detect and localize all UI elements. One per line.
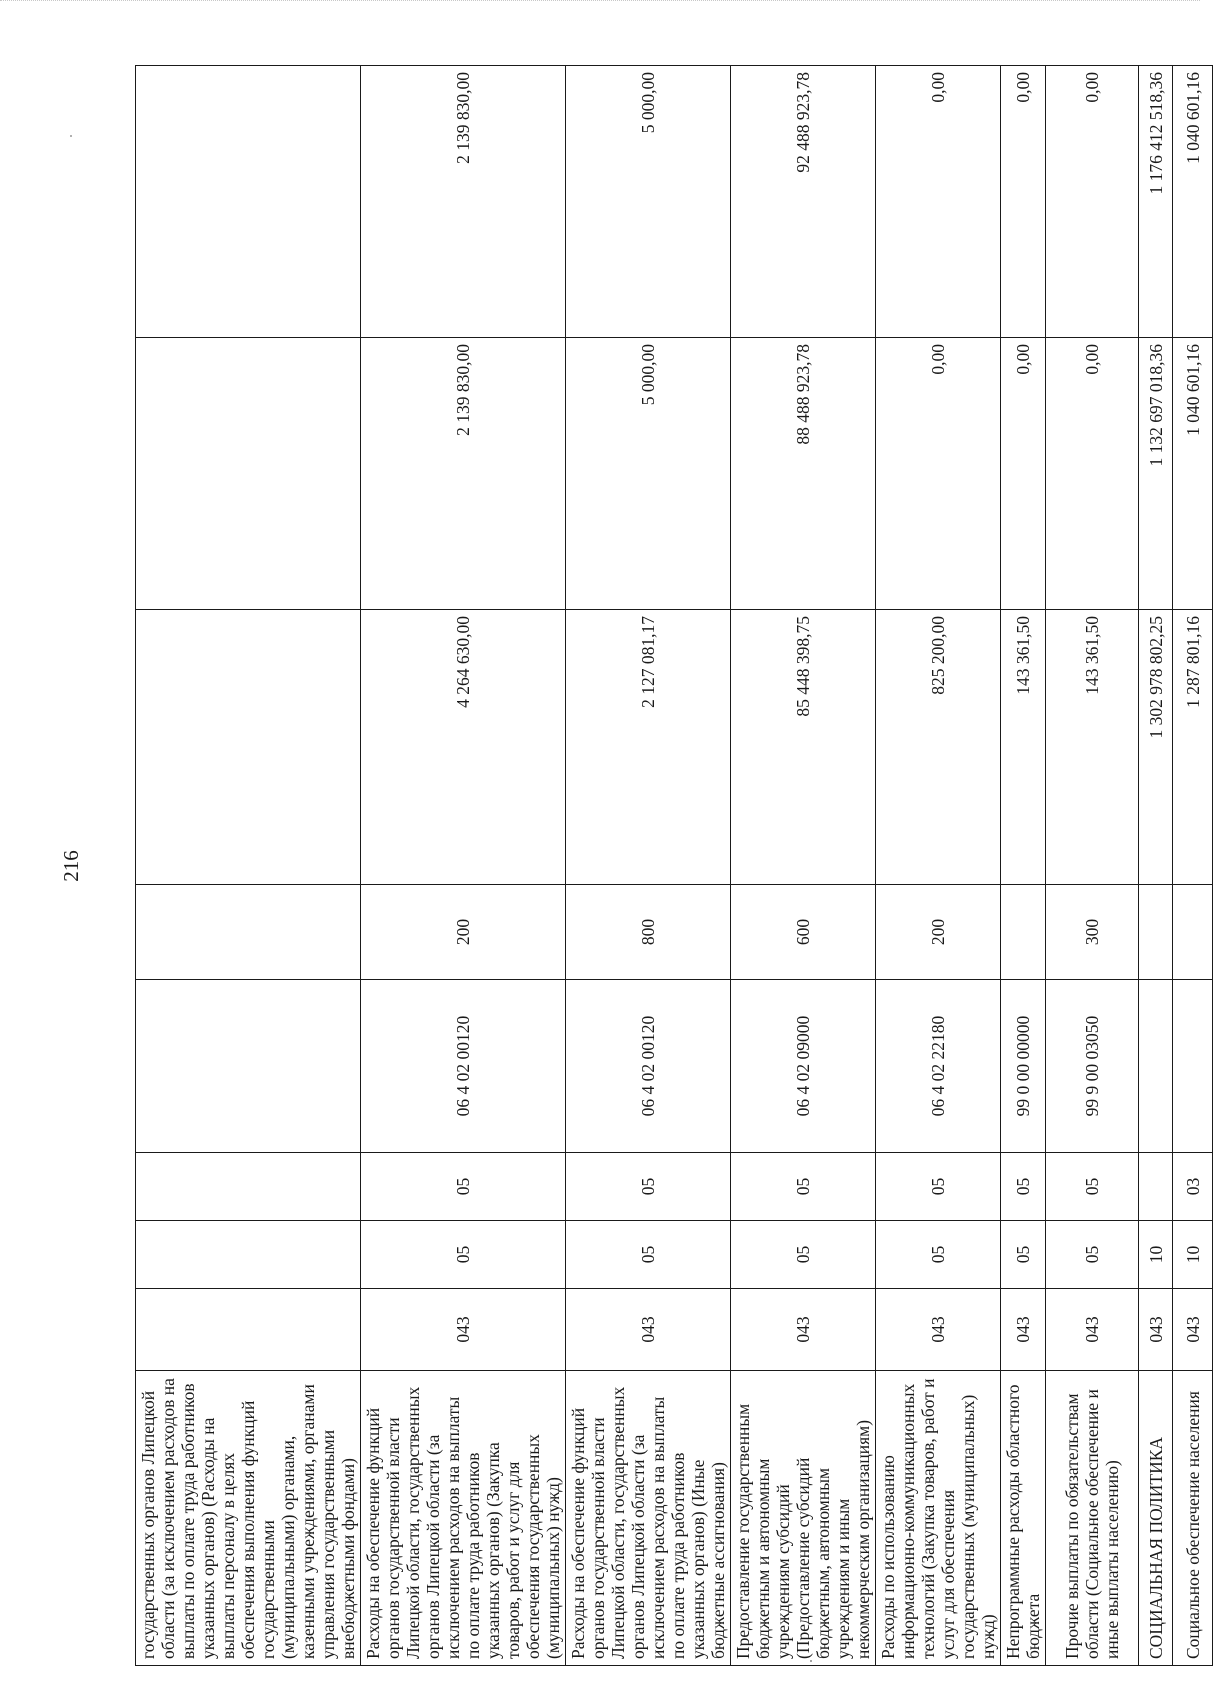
cell-csr: 06 4 02 22180: [876, 980, 1001, 1153]
cell-vr: [1139, 885, 1173, 980]
cell-sum-year3: 2 139 830,00: [361, 66, 566, 338]
budget-table: [135, 65, 1213, 1666]
cell-vr: 800: [566, 885, 731, 980]
cell-sum-year1: 85 448 398,75: [731, 610, 876, 885]
cell-gr: 043: [1139, 1289, 1173, 1371]
cell-gr: 043: [1046, 1289, 1139, 1371]
cell-sum-year2: 0,00: [1001, 338, 1046, 610]
cell-csr: 06 4 02 09000: [731, 980, 876, 1153]
cell-sum-year1: 2 127 081,17: [566, 610, 731, 885]
cell-sum-year2: 1 040 601,16: [1173, 338, 1213, 610]
cell-pr: 05: [1046, 1153, 1139, 1221]
cell-sum-year2: [136, 338, 361, 610]
cell-pr: 05: [876, 1153, 1001, 1221]
cell-sum-year2: 2 139 830,00: [361, 338, 566, 610]
cell-sum-year1: 1 302 978 802,25: [1139, 610, 1173, 885]
cell-rz: 05: [361, 1221, 566, 1289]
cell-pr: 03: [1173, 1153, 1213, 1221]
table-row: [731, 66, 876, 1666]
cell-sum-year1: 4 264 630,00: [361, 610, 566, 885]
cell-sum-year2: 88 488 923,78: [731, 338, 876, 610]
cell-rz: 10: [1139, 1221, 1173, 1289]
cell-sum-year1: 1 287 801,16: [1173, 610, 1213, 885]
cell-vr: 600: [731, 885, 876, 980]
cell-vr: 200: [876, 885, 1001, 980]
cell-rz: 05: [731, 1221, 876, 1289]
table-row: [136, 66, 361, 1666]
cell-rz: 05: [566, 1221, 731, 1289]
cell-vr: 300: [1046, 885, 1139, 980]
cell-gr: 043: [361, 1289, 566, 1371]
table-row: [1139, 66, 1173, 1666]
cell-gr: 043: [731, 1289, 876, 1371]
row-name: Расходы на обеспечение функций органов государственной власти Липецкой области, государственных органов Липецкой области (за исключением расходов на выплаты по оплате труда работников указанных органов) (Закупка товаров, работ и услуг для обеспечения государственных (муниципальных) нужд): [361, 1371, 566, 1666]
cell-sum-year1: 143 361,50: [1001, 610, 1046, 885]
rotated-page-content: [59, 66, 1203, 1666]
cell-pr: 05: [1001, 1153, 1046, 1221]
cell-rz: 05: [1001, 1221, 1046, 1289]
cell-pr: 05: [361, 1153, 566, 1221]
row-name: государственных органов Липецкой области (за исключением расходов на выплаты по оплате труда работников указанных органов) (Расходы на выплаты персоналу в целях обеспечения выполнения функций государственными (муниципальными) органами, казенными учреждениями, органами управления государственными внебюджетными фондами): [136, 1371, 361, 1666]
cell-gr: 043: [1001, 1289, 1046, 1371]
cell-vr: [1001, 885, 1046, 980]
cell-sum-year2: 1 132 697 018,36: [1139, 338, 1173, 610]
cell-csr: [1173, 980, 1213, 1153]
row-name: Расходы на обеспечение функций органов государственной власти Липецкой области, государственных органов Липецкой области (за исключением расходов на выплаты по оплате труда работников указанных органов) (Иные бюджетные ассигнования): [566, 1371, 731, 1666]
cell-sum-year3: 92 488 923,78: [731, 66, 876, 338]
cell-csr: [136, 980, 361, 1153]
cell-sum-year3: 1 040 601,16: [1173, 66, 1213, 338]
cell-rz: 05: [1046, 1221, 1139, 1289]
table-row: [1046, 66, 1139, 1666]
cell-vr: [1173, 885, 1213, 980]
table-row: [1173, 66, 1213, 1666]
cell-rz: 10: [1173, 1221, 1213, 1289]
cell-sum-year1: 143 361,50: [1046, 610, 1139, 885]
cell-csr: 06 4 02 00120: [566, 980, 731, 1153]
cell-sum-year2: 0,00: [1046, 338, 1139, 610]
cell-sum-year3: 0,00: [1046, 66, 1139, 338]
cell-sum-year3: 0,00: [876, 66, 1001, 338]
cell-rz: 05: [876, 1221, 1001, 1289]
cell-gr: [136, 1289, 361, 1371]
cell-csr: [1139, 980, 1173, 1153]
cell-sum-year3: [136, 66, 361, 338]
table-row: [361, 66, 566, 1666]
cell-sum-year2: 5 000,00: [566, 338, 731, 610]
row-name: Предоставление государственным бюджетным и автономным учреждениям субсидий (Предоставление субсидий бюджетным, автономным учреждениям и иным некоммерческим организациям): [731, 1371, 876, 1666]
cell-sum-year3: 1 176 412 518,36: [1139, 66, 1173, 338]
cell-sum-year2: 0,00: [876, 338, 1001, 610]
cell-csr: 06 4 02 00120: [361, 980, 566, 1153]
row-name: Прочие выплаты по обязательствам области (Социальное обеспечение и иные выплаты населению): [1046, 1371, 1139, 1666]
cell-sum-year3: 0,00: [1001, 66, 1046, 338]
cell-sum-year1: 825 200,00: [876, 610, 1001, 885]
cell-sum-year1: [136, 610, 361, 885]
cell-pr: 05: [731, 1153, 876, 1221]
cell-rz: [136, 1221, 361, 1289]
cell-gr: 043: [566, 1289, 731, 1371]
cell-pr: 05: [566, 1153, 731, 1221]
cell-csr: 99 9 00 03050: [1046, 980, 1139, 1153]
cell-pr: [1139, 1153, 1173, 1221]
table-row: [1001, 66, 1046, 1666]
cell-vr: [136, 885, 361, 980]
page-number: 216: [59, 850, 83, 882]
row-name: Социальное обеспечение населения: [1173, 1371, 1213, 1666]
row-name: СОЦИАЛЬНАЯ ПОЛИТИКА: [1139, 1371, 1173, 1666]
scan-edge: [0, 0, 1200, 8]
cell-gr: 043: [876, 1289, 1001, 1371]
cell-gr: 043: [1173, 1289, 1213, 1371]
cell-pr: [136, 1153, 361, 1221]
row-name: Непрограммные расходы областного бюджета: [1001, 1371, 1046, 1666]
table-row: [876, 66, 1001, 1666]
table-row: [566, 66, 731, 1666]
cell-sum-year3: 5 000,00: [566, 66, 731, 338]
row-name: Расходы по использованию информационно-коммуникационных технологий (Закупка товаров, работ и услуг для обеспечения государственных (муниципальных) нужд): [876, 1371, 1001, 1666]
cell-vr: 200: [361, 885, 566, 980]
cell-csr: 99 0 00 00000: [1001, 980, 1046, 1153]
